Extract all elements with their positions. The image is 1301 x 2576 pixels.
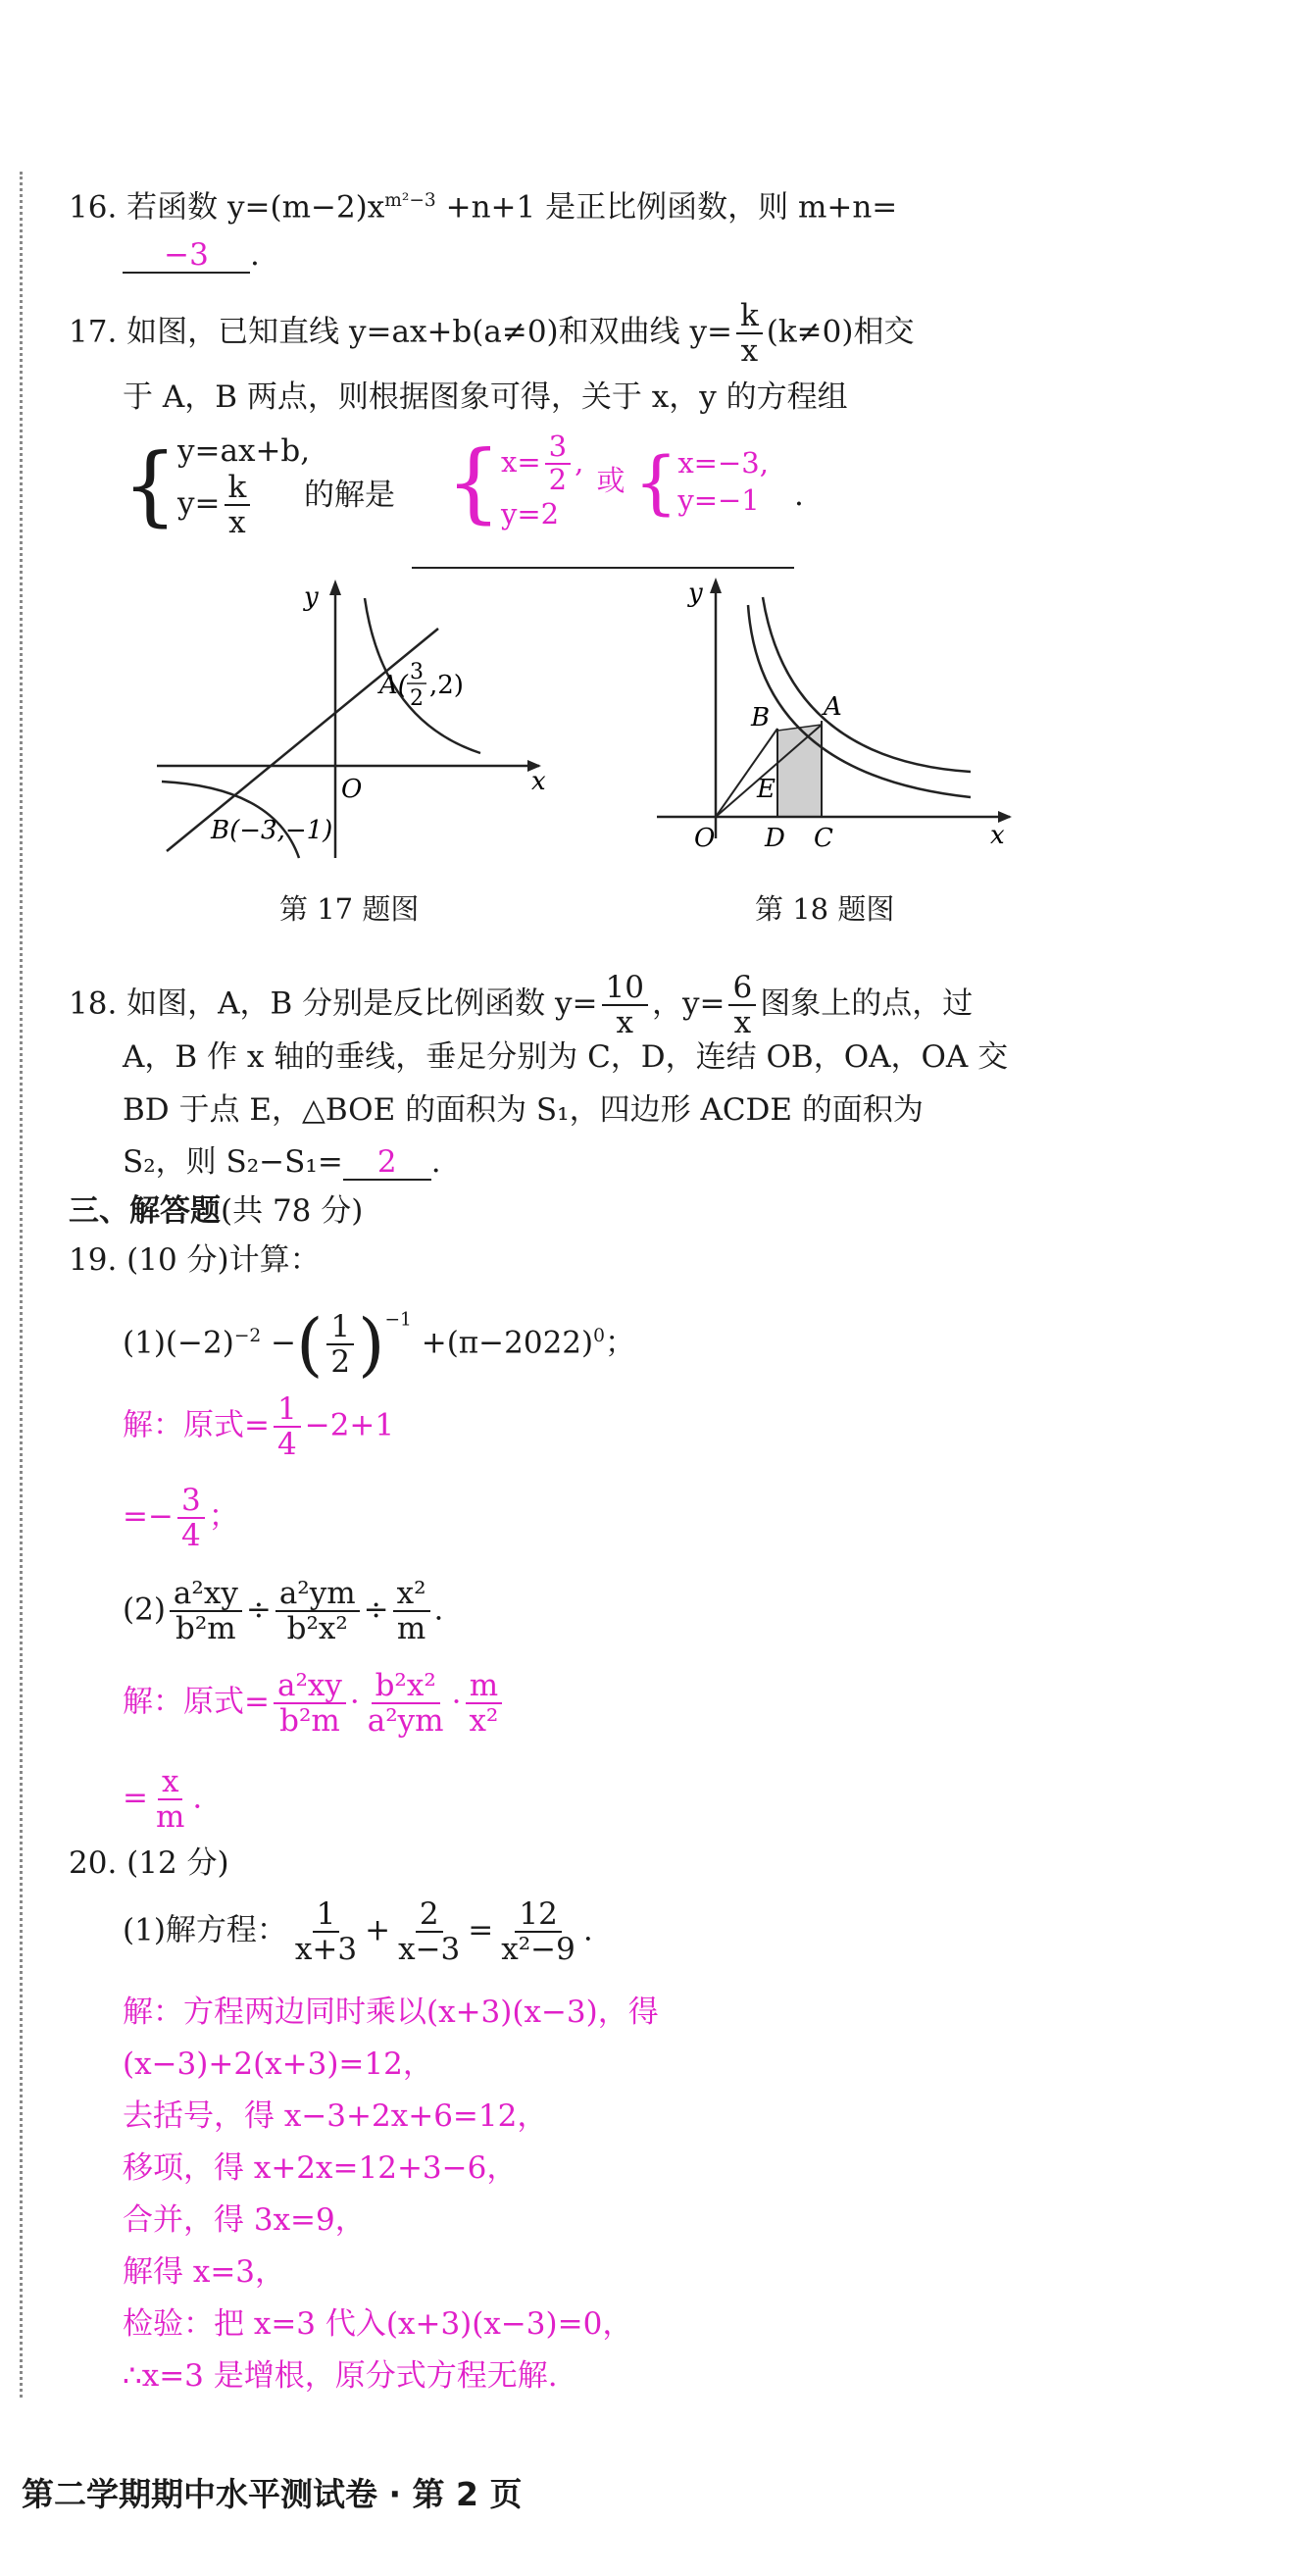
q17-fraction: [736, 299, 763, 368]
q19-s3-f1-den: b²m: [279, 1703, 340, 1740]
q19-p2-f1-den: b²m: [175, 1611, 236, 1647]
q20-f3-den: x²−9: [501, 1932, 575, 1968]
q18-line3: BD 于点 E，△BOE 的面积为 S₁，四边形 ACDE 的面积为: [123, 1092, 924, 1128]
q19-s1-b: −2+1: [304, 1407, 395, 1443]
q19-s3-frac3: [465, 1669, 502, 1738]
q20-frac3: [497, 1897, 579, 1966]
q16-answer: −3: [123, 238, 250, 274]
q19-s3-frac1: [274, 1669, 346, 1738]
q20-step: (x−3)+2(x+3)=12，: [123, 2046, 433, 2082]
q19-solution1: [123, 1392, 394, 1461]
q19-s3-dot2: ·: [451, 1684, 462, 1720]
q20-end: .: [582, 1912, 593, 1948]
q17-frac-den: x: [740, 333, 759, 370]
q17-solution-label: 的解是: [304, 478, 395, 513]
fig18-quadrilateral-acde: [777, 725, 822, 817]
fig17-point-a-den: 2: [410, 686, 424, 711]
q17-answer-num: 3: [545, 431, 571, 465]
q19-s4-den: m: [155, 1799, 185, 1836]
figure-18: [647, 574, 1020, 868]
q17-answer-y2: y=−1: [677, 482, 760, 517]
q16-line2: [123, 235, 260, 275]
q18-answer: 2: [343, 1145, 431, 1181]
q18-frac1: [602, 971, 648, 1039]
q17-answer-y1: y=2: [501, 496, 560, 530]
q17-answer-brace1: {: [446, 430, 501, 532]
fig17-point-b: B(−3,−1): [211, 816, 333, 845]
q17-answer-den: 2: [548, 462, 568, 496]
q19-s2-den: 4: [180, 1518, 201, 1554]
q20-f1-den: x+3: [294, 1932, 358, 1968]
q20-f1-num: 1: [313, 1897, 340, 1933]
q17-eq2-den: x: [228, 505, 246, 541]
q19-p2-frac2: [275, 1577, 360, 1645]
section3-heading: [69, 1191, 363, 1231]
fig17-x-label: x: [531, 767, 546, 796]
q20-step: 解得 x=3，: [123, 2254, 286, 2290]
fig18-caption: 第 18 题图: [755, 892, 895, 926]
q19-p1-d: ；: [604, 1325, 635, 1361]
fig17-point-a-num: 3: [410, 660, 424, 684]
fig18-y-label: y: [688, 579, 703, 608]
q16-end: .: [250, 237, 260, 273]
q19-s4-frac: [152, 1765, 188, 1834]
q17-answer-sys1: [501, 431, 583, 532]
fig18-x-label: x: [990, 821, 1005, 850]
q20-step: 解：方程两边同时乘以(x+3)(x−3)，得: [123, 1995, 659, 2030]
fig18-label-d: D: [765, 824, 785, 853]
q19-p2-f2-den: b²x²: [286, 1611, 348, 1647]
fig18-y-arrow: [710, 578, 722, 593]
q17-system: [123, 431, 310, 539]
q20-f2-den: x−3: [398, 1932, 461, 1968]
q17-eq2: [177, 471, 310, 539]
q19-paren-close: ): [358, 1304, 385, 1385]
q18-frac2-num: 6: [728, 971, 756, 1006]
q19-s2-num: 3: [177, 1484, 205, 1519]
q17-end: .: [794, 478, 804, 513]
q17-answer-comma: ,: [575, 444, 584, 479]
q19-p1-exp3: 0: [593, 1326, 605, 1347]
fig17-y-arrow: [329, 580, 341, 595]
q16-line1: [69, 181, 897, 227]
q18-frac2-den: x: [733, 1005, 752, 1041]
q20-step: ∴x=3 是增根，原分式方程无解.: [123, 2358, 558, 2394]
q18-line4: [123, 1142, 441, 1182]
q20-part1: [123, 1897, 593, 1966]
q19-p2-div2: ÷: [363, 1591, 389, 1628]
q19-p2-frac3: [393, 1577, 430, 1645]
q19-p1-den: 2: [330, 1344, 351, 1380]
q19-p1-exp2: −1: [384, 1309, 412, 1331]
q19-s3-frac2: [364, 1669, 448, 1738]
q19-p1-b: −: [261, 1325, 297, 1361]
q17-text-a: 17. 如图，已知直线 y=ax+b(a≠0)和双曲线 y=: [69, 314, 732, 350]
q20-eq: =: [468, 1912, 494, 1948]
q19-part1: [123, 1304, 635, 1385]
q17-eq2-num: k: [225, 471, 251, 506]
q19-s1-a: 解：原式=: [123, 1407, 270, 1443]
q18-end: .: [430, 1144, 441, 1180]
q19-p1-num: 1: [326, 1310, 354, 1345]
q18-text-b: ，y=: [651, 985, 726, 1022]
q19-s3-dot1: ·: [349, 1684, 360, 1720]
q17-line1: [69, 299, 914, 368]
q17-answer-brace2: {: [633, 441, 678, 523]
q19-part2: [123, 1577, 443, 1645]
q19-p2-div1: ÷: [245, 1591, 272, 1628]
q19-p1-frac: [326, 1310, 354, 1379]
page-footer: 第二学期期中水平测试卷 · 第 2 页: [22, 2475, 523, 2513]
q17-answer-underline: [412, 567, 794, 569]
q19-s3-f3-den: x²: [469, 1703, 499, 1740]
fig18-label-e: E: [757, 775, 776, 804]
q17-brace: {: [123, 434, 177, 536]
q18-frac1-den: x: [616, 1005, 633, 1041]
q19-p2-f3-num: x²: [393, 1577, 430, 1612]
q19-p1-a: (1)(−2): [123, 1325, 234, 1361]
fig17-origin-label: O: [341, 775, 363, 804]
section3-subtitle: (共 78 分): [221, 1193, 364, 1229]
q19-p2-end: .: [433, 1591, 444, 1628]
q20-f2-num: 2: [416, 1897, 443, 1933]
q20-step: 移项，得 x+2x=12+3−6，: [123, 2150, 518, 2186]
q19-p2-a: (2): [123, 1591, 166, 1628]
q19-s3-f1-num: a²xy: [274, 1669, 346, 1704]
q18-frac2: [728, 971, 756, 1039]
q19-s2-frac: [177, 1484, 205, 1552]
q17-answer: [446, 431, 769, 532]
fig17-y-label: y: [304, 582, 319, 612]
q17-frac-num: k: [736, 299, 763, 334]
q18-text-d: S₂，则 S₂−S₁=: [123, 1144, 343, 1180]
fig18-label-a: A: [824, 692, 842, 722]
q19-s1-frac: [274, 1392, 301, 1461]
q20-plus: +: [365, 1912, 391, 1948]
fig17-caption: 第 17 题图: [279, 892, 420, 926]
q16-text-b: +n+1 是正比例函数，则 m+n=: [435, 189, 898, 226]
q19-heading: 19. (10 分)计算：: [69, 1242, 321, 1278]
q19-s2-b: ；: [208, 1498, 239, 1535]
fig17-point-a: A(: [379, 671, 408, 700]
q20-frac2: [394, 1897, 464, 1966]
q20-heading: 20. (12 分): [69, 1845, 229, 1881]
q17-answer-sys2: [677, 445, 769, 519]
fig17-point-a-end: ,2): [429, 671, 464, 700]
q19-solution3: [123, 1669, 506, 1738]
q17-eq2-a: y=: [177, 485, 221, 522]
q18-line1: [69, 971, 973, 1039]
section3-title: 三、解答题: [69, 1193, 221, 1229]
q19-s3-f2-num: b²x²: [372, 1669, 440, 1704]
q17-answer-x1: [501, 431, 583, 496]
binding-dotted-line: [20, 172, 23, 2398]
q19-p2-frac1: [170, 1577, 242, 1645]
q17-eq2-frac: [225, 471, 251, 539]
q19-s3-f3-num: m: [466, 1669, 502, 1704]
fig18-label-c: C: [814, 824, 833, 853]
q18-text-c: 图象上的点，过: [760, 985, 974, 1022]
q17-line2: 于 A，B 两点，则根据图象可得，关于 x，y 的方程组: [123, 379, 848, 415]
q19-s3-f2-den: a²ym: [367, 1703, 444, 1740]
q17-system-equations: [177, 431, 310, 539]
q16-text: 16. 若函数 y=(m−2)x: [69, 189, 385, 226]
q19-s4-end: .: [192, 1780, 203, 1816]
q19-s2-a: =−: [123, 1498, 174, 1535]
q20-step: 去括号，得 x−3+2x+6=12，: [123, 2098, 548, 2134]
q17-answer-x1-a: x=: [501, 444, 541, 479]
q19-solution2: [123, 1484, 239, 1552]
q17-text-b: (k≠0)相交: [766, 314, 915, 350]
q20-p1-a: (1)解方程：: [123, 1912, 287, 1948]
q19-p2-f3-den: m: [396, 1611, 426, 1647]
q17-answer-frac: [545, 431, 571, 496]
q20-step: 检验：把 x=3 代入(x+3)(x−3)=0，: [123, 2306, 633, 2342]
q20-step: 合并，得 3x=9，: [123, 2202, 366, 2238]
q19-p1-exp1: −2: [233, 1326, 262, 1347]
q19-s4-num: x: [158, 1765, 182, 1800]
q20-frac1: [291, 1897, 361, 1966]
q19-p1-c: +(π−2022): [411, 1325, 594, 1361]
q19-solution4: [123, 1765, 202, 1834]
q16-exponent: m²−3: [384, 190, 436, 211]
q19-s1-den: 4: [276, 1427, 297, 1463]
q17-answer-x2: x=−3,: [677, 446, 769, 480]
q18-line2: A，B 作 x 轴的垂线，垂足分别为 C，D，连结 OB，OA，OA 交: [123, 1039, 1009, 1075]
q18-text-a: 18. 如图，A，B 分别是反比例函数 y=: [69, 985, 598, 1022]
q17-answer-or: 或: [596, 463, 625, 497]
q18-frac1-num: 10: [602, 971, 648, 1006]
fig18-label-b: B: [751, 703, 771, 732]
q17-eq1: y=ax+b,: [177, 433, 311, 469]
q19-p2-f1-num: a²xy: [170, 1577, 242, 1612]
q19-paren-open: (: [296, 1304, 324, 1385]
q19-p2-f2-num: a²ym: [275, 1577, 360, 1612]
q19-s3-a: 解：原式=: [123, 1684, 270, 1720]
q19-s4-a: =: [123, 1780, 148, 1816]
q20-f3-num: 12: [515, 1897, 561, 1933]
figure-17: [147, 574, 559, 868]
q19-s1-num: 1: [274, 1392, 301, 1428]
fig18-origin-label: O: [694, 824, 716, 853]
